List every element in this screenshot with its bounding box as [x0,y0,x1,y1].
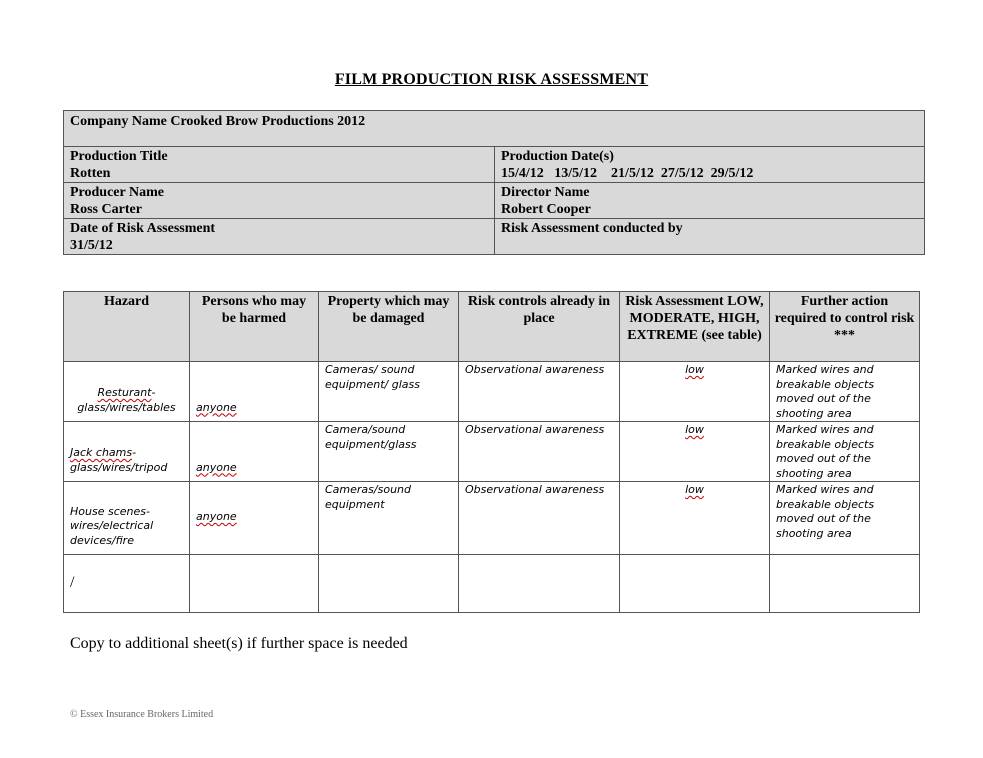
property-cell: Cameras/ sound equipment/ glass [319,362,459,422]
controls-cell: Observational awareness [459,362,620,422]
hazard-cell [64,422,190,482]
rating-value: low [685,423,704,436]
action-cell: Marked wires and breakable objects moved out of the shooting area [770,422,920,482]
controls-cell: Observational awareness [459,422,620,482]
hazard-table [63,291,920,613]
conducted-by-label: Risk Assessment conducted by [501,221,683,236]
rating-cell [620,422,770,482]
additional-sheet-note: Copy to additional sheet(s) if further space is needed [70,635,408,652]
action-cell: Marked wires and breakable objects moved out of the shooting area [770,362,920,422]
persons-cell [190,362,319,422]
production-dates-value: 15/4/12 13/5/12 21/5/12 27/5/12 29/5/12 [501,166,754,181]
header-property: Property which may be damaged [319,292,459,362]
rating-cell [620,362,770,422]
risk-date-value: 31/5/12 [70,238,113,253]
header-further-action: Further action required to control risk *** [770,292,920,362]
producer-label: Producer Name [70,185,164,200]
risk-date-cell [64,219,495,255]
controls-cell [459,555,620,613]
producer-value: Ross Carter [70,202,142,217]
hazard-detail: -glass/wires/tripod [70,446,168,474]
director-cell [495,183,925,219]
rating-cell [620,482,770,555]
document-title: FILM PRODUCTION RISK ASSESSMENT [334,71,649,88]
persons-value: anyone [196,510,237,523]
header-controls: Risk controls already in place [459,292,620,362]
director-value: Robert Cooper [501,202,591,217]
hazard-cell [64,555,190,613]
conducted-by-cell [495,219,925,255]
hazard-name: / [70,574,75,592]
property-cell: Cameras/sound equipment [319,482,459,555]
table-row [64,482,920,555]
action-cell: Marked wires and breakable objects moved out of the shooting area [770,482,920,555]
header-persons: Persons who may be harmed [190,292,319,362]
rating-value: low [685,483,704,496]
table-row [64,422,920,482]
table-row [64,555,920,613]
production-dates-label: Production Date(s) [501,149,614,164]
risk-date-label: Date of Risk Assessment [70,221,216,236]
hazard-name: House scenes- [70,504,150,518]
header-risk-assessment: Risk Assessment LOW, MODERATE, HIGH, EXTREME (see table) [620,292,770,362]
production-title-value: Rotten [70,166,111,181]
rating-value: low [685,363,704,376]
persons-cell [190,555,319,613]
production-dates-cell [495,147,925,183]
hazard-cell [64,482,190,555]
company-name: Company Name Crooked Brow Productions 2012 [70,114,366,129]
producer-cell [64,183,495,219]
production-info-table [63,110,925,255]
hazard-detail: -glass/wires/tables [77,386,176,414]
rating-cell [620,555,770,613]
copyright-footer: © Essex Insurance Brokers Limited [70,709,214,720]
persons-value: anyone [196,400,237,414]
hazard-name: Resturant [97,386,152,399]
table-row [64,362,920,422]
hazard-name: Jack chams [70,446,133,459]
persons-cell [190,422,319,482]
company-name-cell [64,111,925,147]
production-title-label: Production Title [70,149,168,164]
property-cell: Camera/sound equipment/glass [319,422,459,482]
production-title-cell [64,147,495,183]
hazard-detail: wires/electrical devices/fire [70,519,154,547]
director-label: Director Name [501,185,590,200]
header-hazard: Hazard [64,292,190,362]
persons-value: anyone [196,460,237,474]
hazard-cell [64,362,190,422]
controls-cell: Observational awareness [459,482,620,555]
action-cell [770,555,920,613]
hazard-table-header [64,292,920,362]
property-cell [319,555,459,613]
persons-cell [190,482,319,555]
